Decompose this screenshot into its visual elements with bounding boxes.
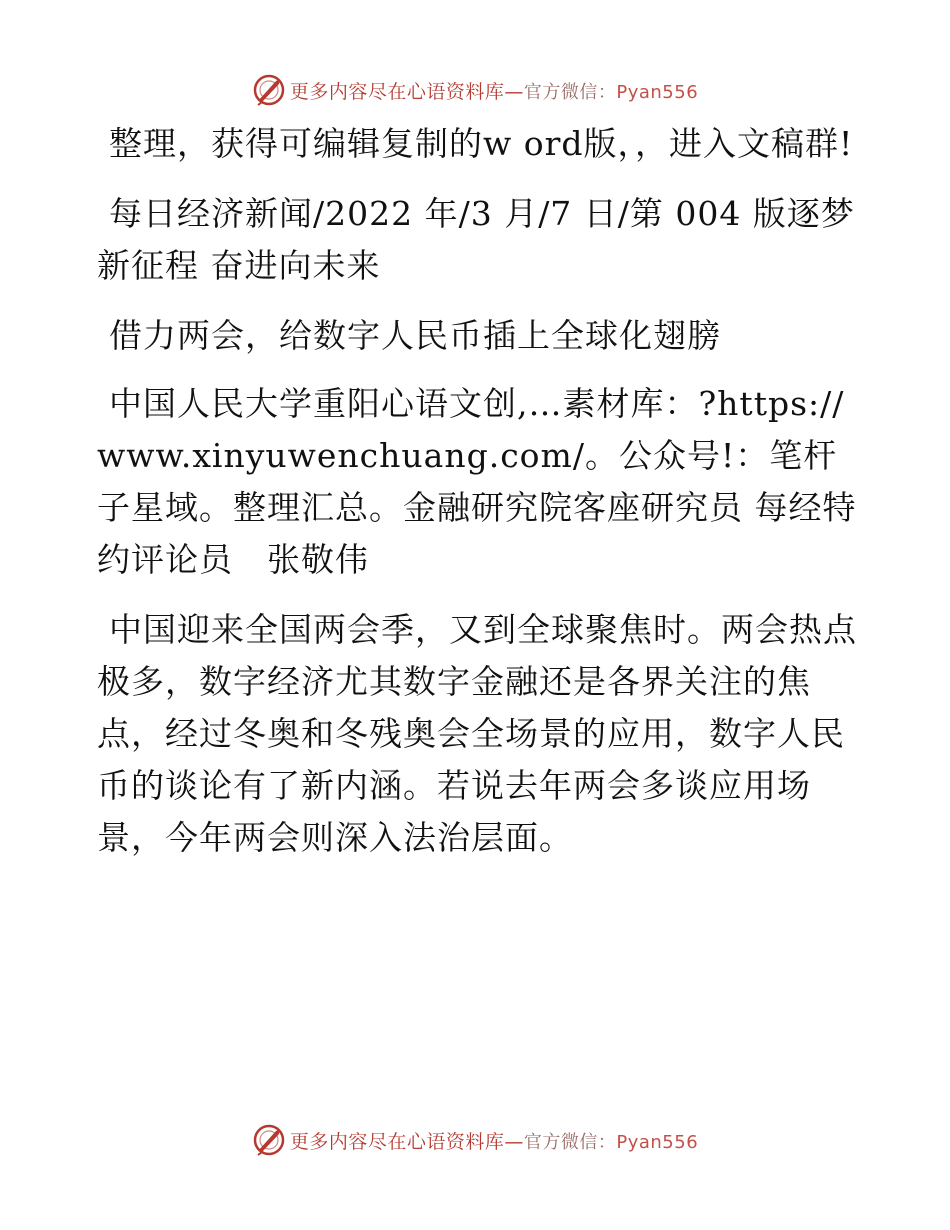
- banner-text: [290, 77, 698, 104]
- paragraph-body-text: 中国迎来全国两会季，又到全球聚焦时。两会热点极多，数字经济尤其数字金融还是各界关注的焦点，经过冬奥和冬残奥会全场景的应用，数字人民币的谈论有了新内涵。若说去年两会多谈应用场景，今年两会则深入法治层面。: [97, 610, 857, 857]
- banner-text: [290, 1127, 698, 1154]
- quill-pen-logo-icon: [252, 73, 286, 107]
- paragraph-source-line: 每日经济新闻/2022 年/3 月/7 日/第 004 版逐梦新征程 奋进向未来: [97, 194, 855, 285]
- banner-sub-text: 官方微信：: [523, 1131, 617, 1153]
- document-body: [97, 118, 857, 882]
- banner-dash: —: [504, 80, 524, 103]
- quill-pen-logo-icon: [252, 1123, 286, 1157]
- header-watermark-banner: [0, 70, 950, 110]
- banner-wechat-id: Pyan556: [616, 1131, 699, 1153]
- paragraph-article-title: 借力两会，给数字人民币插上全球化翅膀: [109, 316, 721, 355]
- footer-watermark-banner: [0, 1120, 950, 1160]
- banner-main-text: 更多内容尽在心语资料库: [289, 1130, 505, 1153]
- banner-sub-text: 官方微信：: [523, 81, 617, 103]
- paragraph-author-info: 中国人民大学重阳心语文创,…素材库：?https://www.xinyuwenchuang.com/。公众号!：笔杆子星域。整理汇总。金融研究院客座研究员 每经特约评论员 张敬伟: [97, 384, 857, 579]
- banner-dash: —: [504, 1130, 524, 1153]
- banner-wechat-id: Pyan556: [616, 81, 699, 103]
- paragraph-intro-note: 整理，获得可编辑复制的w ord版，，进入文稿群!: [109, 124, 854, 163]
- banner-main-text: 更多内容尽在心语资料库: [289, 80, 505, 103]
